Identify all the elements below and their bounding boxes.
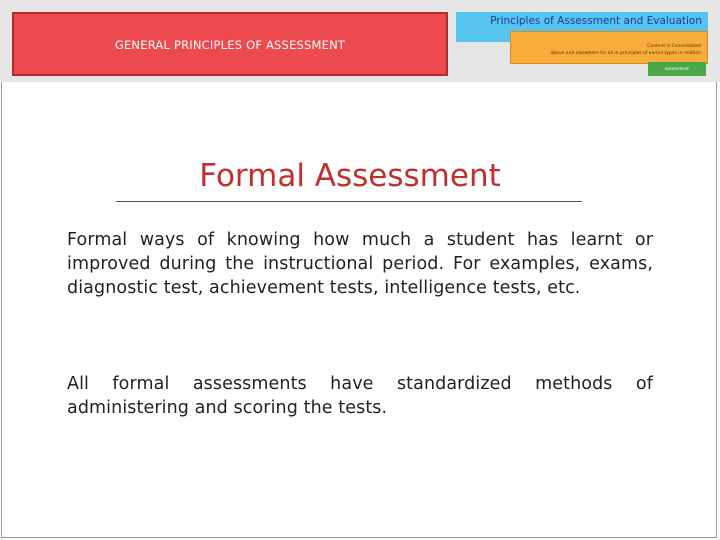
tag-label: assessment <box>665 66 689 71</box>
body-paragraph-1: Formal ways of knowing how much a student has learnt or improved during the instructional period. For examples, exams, diagnostic test, achievement tests, intelligence tests, etc. <box>67 230 653 298</box>
subtitle-line-2: above and elsewhere for all in principles of varied types in relation <box>550 51 701 56</box>
subtitle-box <box>510 31 708 64</box>
slide-title: Formal Assessment <box>199 158 501 194</box>
content-frame <box>1 82 717 538</box>
header-band <box>0 0 720 82</box>
tag-box <box>648 62 706 76</box>
title-underline <box>116 201 582 202</box>
section-title-box <box>12 12 448 76</box>
subtitle-line-1: Content is Consolidated <box>647 44 701 49</box>
section-title: GENERAL PRINCIPLES OF ASSESSMENT <box>114 38 346 52</box>
body-paragraph-2: All formal assessments have standardized methods of administering and scoring the tests. <box>67 374 653 418</box>
course-title: Principles of Assessment and Evaluation <box>490 15 702 27</box>
